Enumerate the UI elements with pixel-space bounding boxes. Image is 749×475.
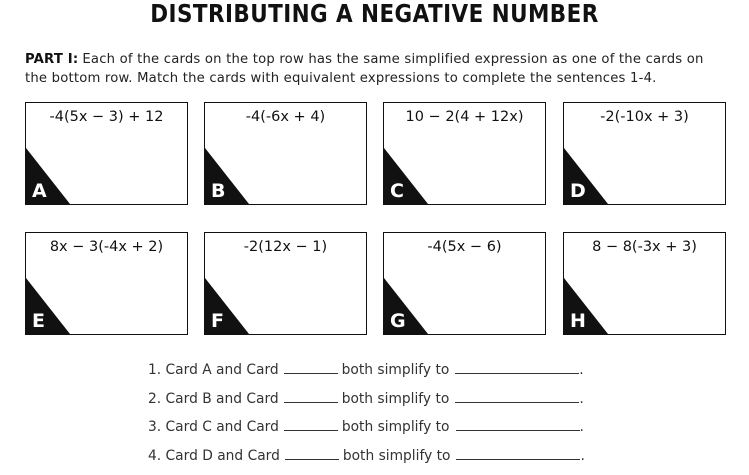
card-letter: C: [390, 180, 404, 202]
card-expression: -2(-10x + 3): [600, 109, 689, 125]
card-expression: 10 − 2(4 + 12x): [405, 109, 524, 125]
card-e: [25, 232, 188, 335]
card-blank[interactable]: [284, 417, 338, 431]
card-blank[interactable]: [284, 360, 338, 374]
sentence-end: .: [579, 419, 584, 435]
sentence-end: .: [579, 391, 584, 407]
card-expression: -4(5x − 3) + 12: [49, 109, 164, 125]
card-expression: 8 − 8(-3x + 3): [592, 239, 697, 255]
sentence-end: .: [579, 362, 584, 378]
card-expression: -2(12x − 1): [243, 239, 328, 255]
card-d: [563, 102, 726, 205]
card-letter: H: [570, 310, 586, 332]
instructions-text: Each of the cards on the top row has the same simplified expression as one of the cards on the bottom row. Match the cards with equivalent expressions to complete the sentences 1-4.: [25, 52, 704, 86]
card-blank[interactable]: [284, 389, 338, 403]
card-b: [204, 102, 367, 205]
sentence-3: [148, 417, 584, 435]
card-c: [383, 102, 546, 205]
card-letter: E: [32, 310, 45, 332]
sentence-prefix: 3. Card C and Card: [148, 419, 279, 435]
card-f: [204, 232, 367, 335]
answer-blank[interactable]: [456, 446, 580, 460]
sentence-middle: both simplify to: [341, 362, 450, 378]
sentence-prefix: 1. Card A and Card: [148, 362, 279, 378]
card-letter: F: [211, 310, 224, 332]
sentence-2: [148, 389, 584, 407]
sentence-4: [148, 446, 585, 464]
card-letter: B: [211, 180, 226, 202]
sentence-prefix: 4. Card D and Card: [148, 448, 280, 464]
instructions: [25, 50, 730, 88]
card-expression: -4(-6x + 4): [245, 109, 326, 125]
answer-blank[interactable]: [455, 360, 579, 374]
card-g: [383, 232, 546, 335]
sentence-middle: both simplify to: [341, 391, 450, 407]
card-letter: A: [32, 180, 47, 202]
sentence-middle: both simplify to: [342, 448, 451, 464]
card-letter: D: [570, 180, 586, 202]
sentence-end: .: [580, 448, 585, 464]
card-letter: G: [390, 310, 406, 332]
card-h: [563, 232, 726, 335]
sentence-prefix: 2. Card B and Card: [148, 391, 279, 407]
sentence-1: [148, 360, 584, 378]
part-label: PART I:: [25, 52, 79, 67]
sentence-middle: both simplify to: [341, 419, 450, 435]
card-a: [25, 102, 188, 205]
answer-blank[interactable]: [456, 417, 580, 431]
card-blank[interactable]: [285, 446, 339, 460]
page-title: DISTRIBUTING A NEGATIVE NUMBER: [150, 0, 599, 28]
answer-blank[interactable]: [455, 389, 579, 403]
card-expression: 8x − 3(-4x + 2): [49, 239, 164, 255]
card-expression: -4(5x − 6): [427, 239, 502, 255]
